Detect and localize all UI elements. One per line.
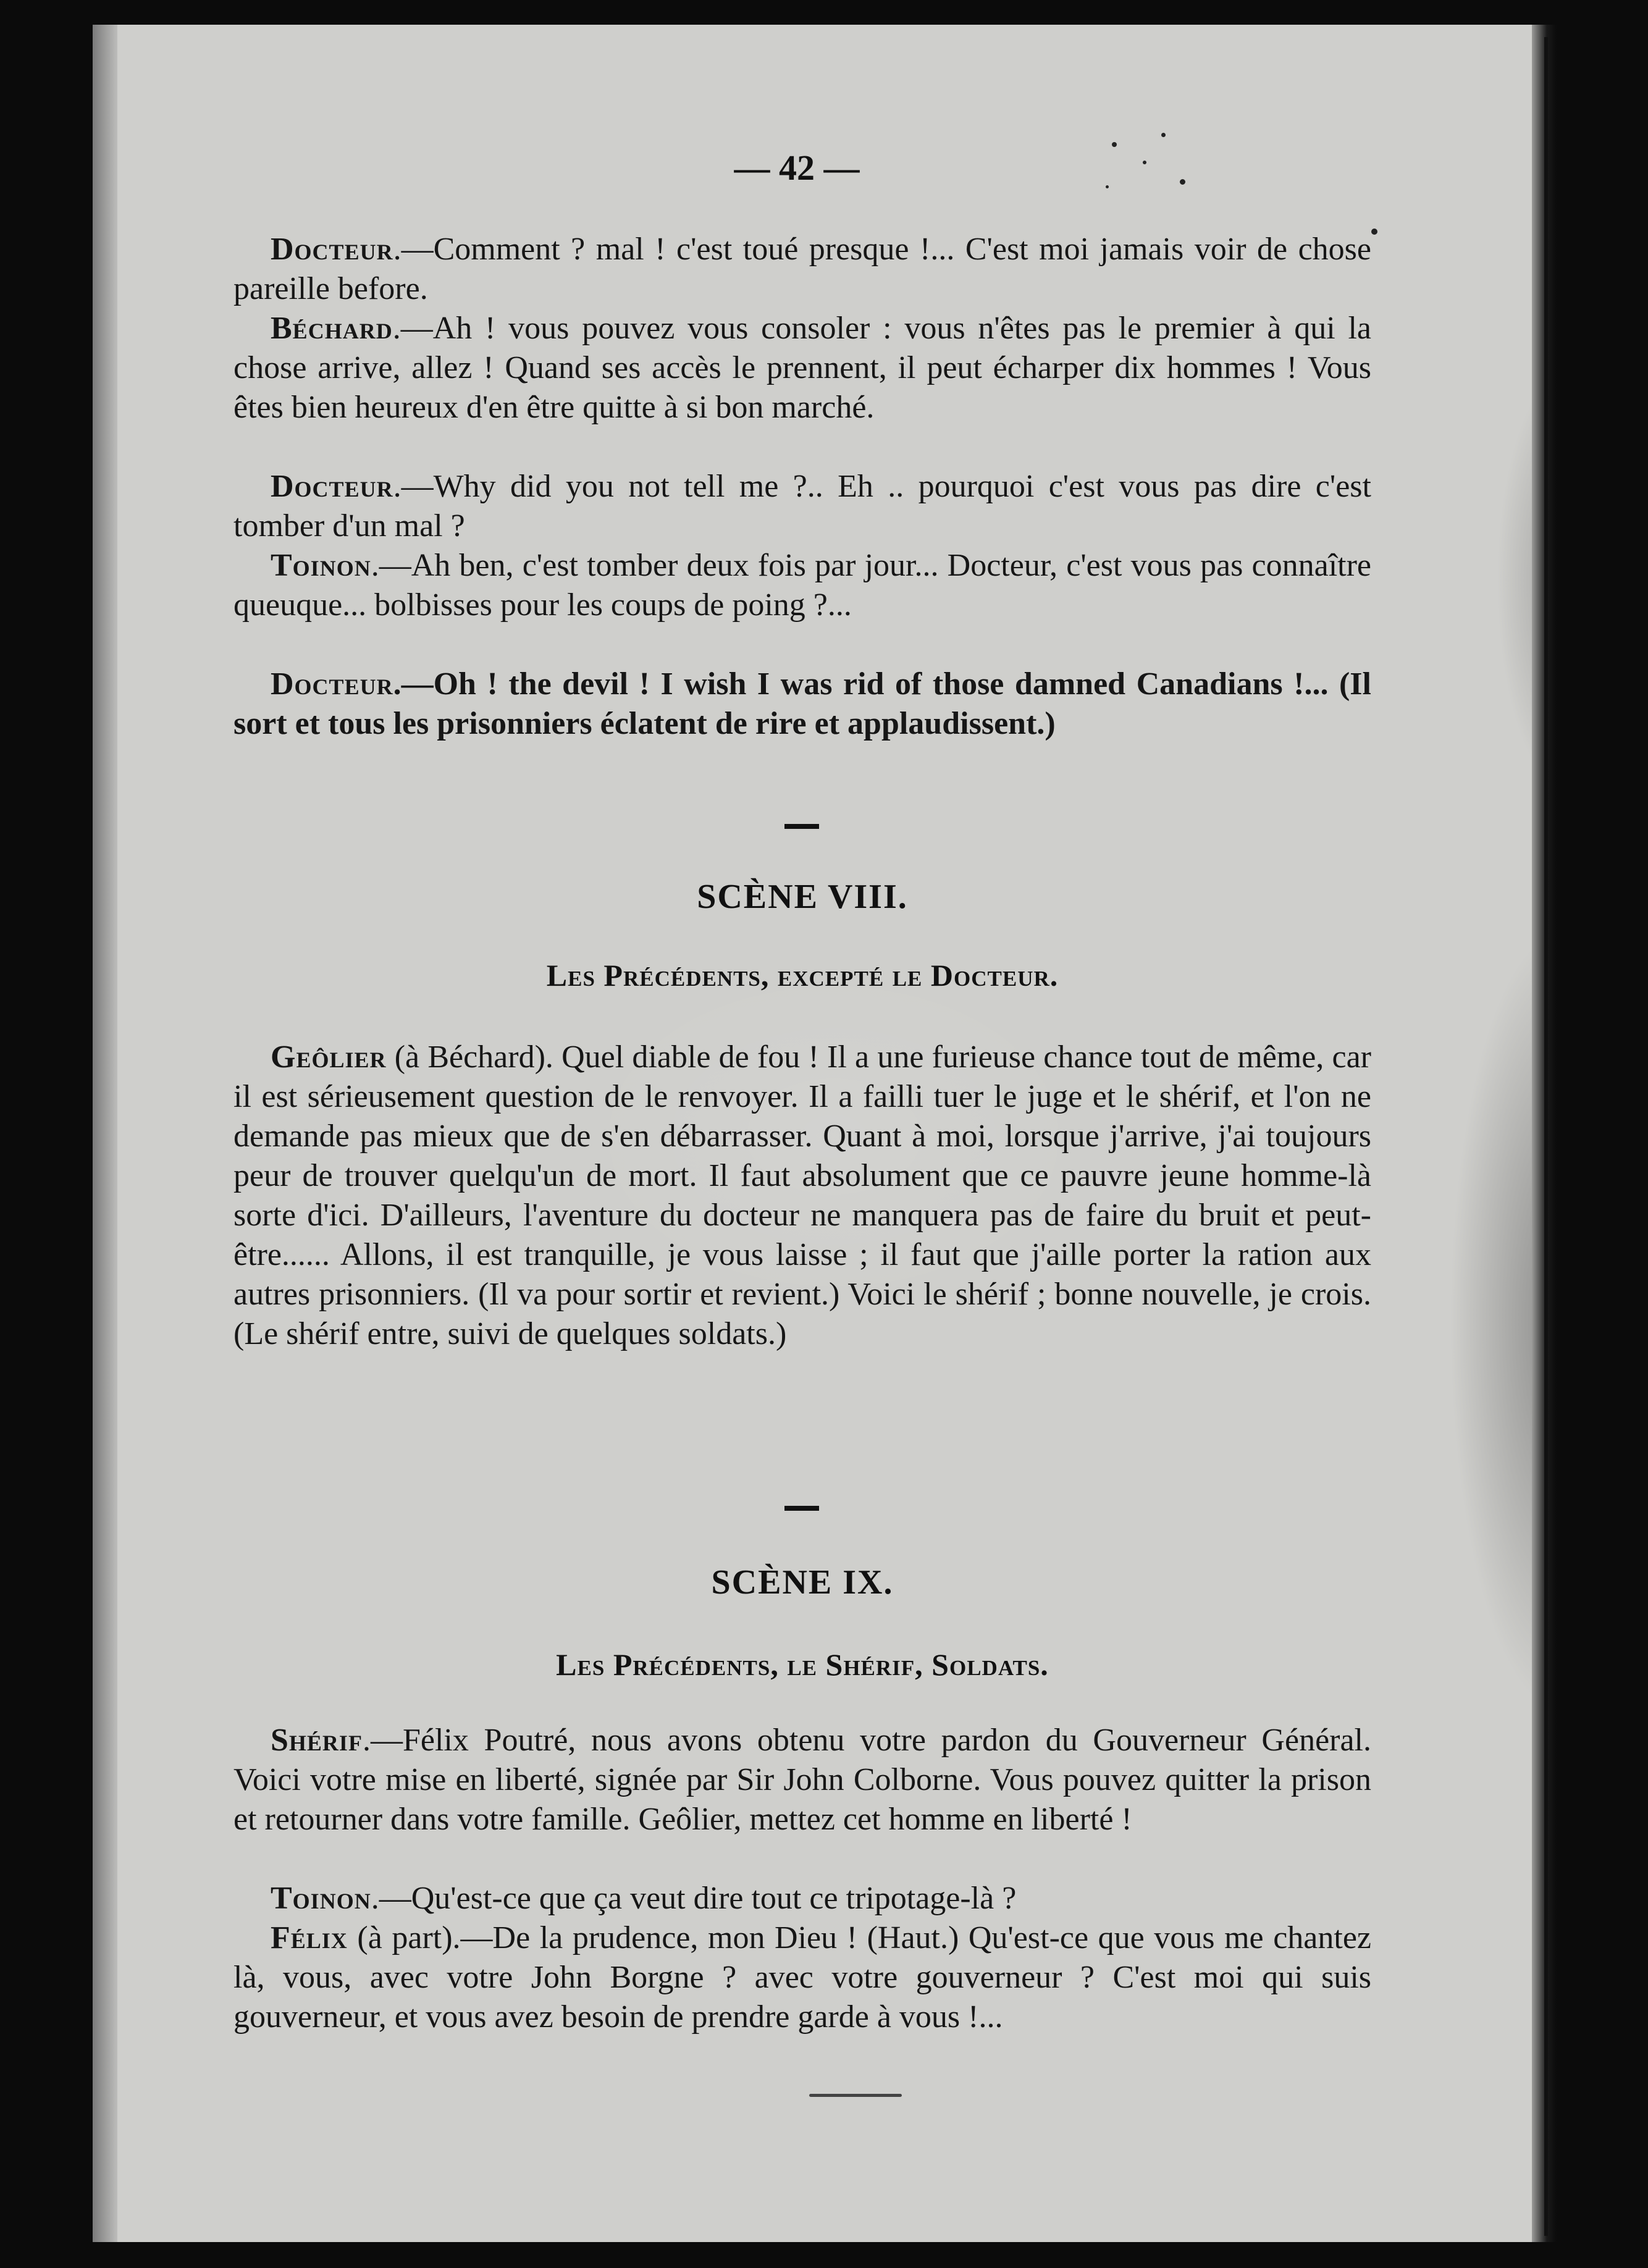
spine-gutter-line — [1544, 37, 1548, 2236]
dialogue-line — [233, 467, 1371, 546]
dialogue-line — [233, 309, 1371, 427]
dialogue-text: .—Félix Poutré, nous avons obtenu votre pardon du Gouverneur Général. Voici votre mise en liberté, signée par Sir John Colborne. Vous pouvez quitter la prison et retourner dans votre famille. Geôlier, mettez cet homme en liberté ! — [233, 1723, 1371, 1837]
ink-speck — [1371, 229, 1377, 235]
dialogue-text: .—Ah ! vous pouvez vous consoler : vous n'êtes pas le premier à qui la chose arrive, allez ! Quand ses accès le prennent, il peut écharper dix hommes ! Vous êtes bien heureux d'en être quitte à si bon marché. — [233, 311, 1371, 425]
ink-speck — [1106, 185, 1109, 188]
scene-cast-list: Les Précédents, excepté le Docteur. — [546, 958, 1059, 993]
dialogue-text: (à part).—De la prudence, mon Dieu ! (Haut.) Qu'est-ce que vous me chantez là, vous, avec votre John Borgne ? avec votre gouverneur ? C'est moi qui suis gouverneur, et vous avez besoin de prendre garde à vous !... — [233, 1920, 1371, 2035]
dialogue-text: .—Qu'est-ce que ça veut dire tout ce tripotage-là ? — [371, 1881, 1017, 1916]
speaker-name: Shérif — [271, 1723, 363, 1758]
scene-title: SCÈNE VIII. — [697, 878, 908, 916]
dialogue-text: .—Oh ! the devil ! I wish I was rid of those damned Canadians !... (Il sort et tous les prisonniers éclatent de rire et applaudissent.) — [233, 666, 1371, 741]
ink-speck — [1161, 133, 1166, 137]
speaker-name: Docteur — [271, 666, 393, 702]
speaker-name: Docteur — [271, 469, 393, 504]
page-left-edge — [93, 25, 117, 2242]
scene-cast-list: Les Précédents, le Shérif, Soldats. — [556, 1647, 1049, 1682]
ink-speck — [1180, 179, 1185, 185]
page-number: — 42 — — [734, 148, 860, 188]
dialogue-line — [233, 1918, 1371, 2037]
speaker-name: Béchard — [271, 311, 393, 346]
dialogue-line — [233, 1879, 1371, 1918]
dialogue-text: .—Ah ben, c'est tomber deux fois par jour... Docteur, c'est vous pas connaître queuque... bolbisses pour les coups de poing ?... — [233, 548, 1371, 623]
dialogue-line — [233, 1038, 1371, 1354]
dialogue-line — [233, 230, 1371, 309]
section-divider — [784, 1506, 819, 1511]
ink-speck — [1112, 142, 1117, 147]
ink-speck — [1143, 161, 1146, 164]
speaker-name: Toinon — [271, 1881, 371, 1916]
section-divider — [784, 824, 819, 829]
scene-title: SCÈNE IX. — [711, 1563, 894, 1602]
speaker-name: Geôlier — [271, 1040, 387, 1075]
speaker-name: Docteur — [271, 232, 393, 267]
printer-mark — [809, 2094, 902, 2097]
speaker-name: Félix — [271, 1920, 348, 1955]
speaker-name: Toinon — [271, 548, 371, 583]
dialogue-text: .—Comment ? mal ! c'est toué presque !... C'est moi jamais voir de chose pareille before. — [233, 232, 1371, 306]
dialogue-text: .—Why did you not tell me ?.. Eh .. pourquoi c'est vous pas dire c'est tomber d'un mal ? — [233, 469, 1371, 544]
dialogue-line — [233, 546, 1371, 625]
dialogue-line — [233, 1721, 1371, 1839]
dialogue-text: (à Béchard). Quel diable de fou ! Il a une furieuse chance tout de même, car il est sérieusement question de le renvoyer. Il a failli tuer le juge et le shérif, et l'on ne demande pas mieux que de s'en débarrasser. Quant à moi, lorsque j'arrive, j'ai toujours peur de trouver quelqu'un de mort. Il faut absolument que ce pauvre jeune homme-là sorte d'ici. D'ailleurs, l'aventure du docteur ne manquera pas de faire du bruit et peut-être...... Allons, il est tranquille, je vous laisse ; il faut que j'aille porter la ration aux autres prisonniers. (Il va pour sortir et revient.) Voici le shérif ; bonne nouvelle, je crois. (Le shérif entre, suivi de quelques soldats.) — [233, 1040, 1371, 1351]
dialogue-line — [233, 665, 1371, 744]
